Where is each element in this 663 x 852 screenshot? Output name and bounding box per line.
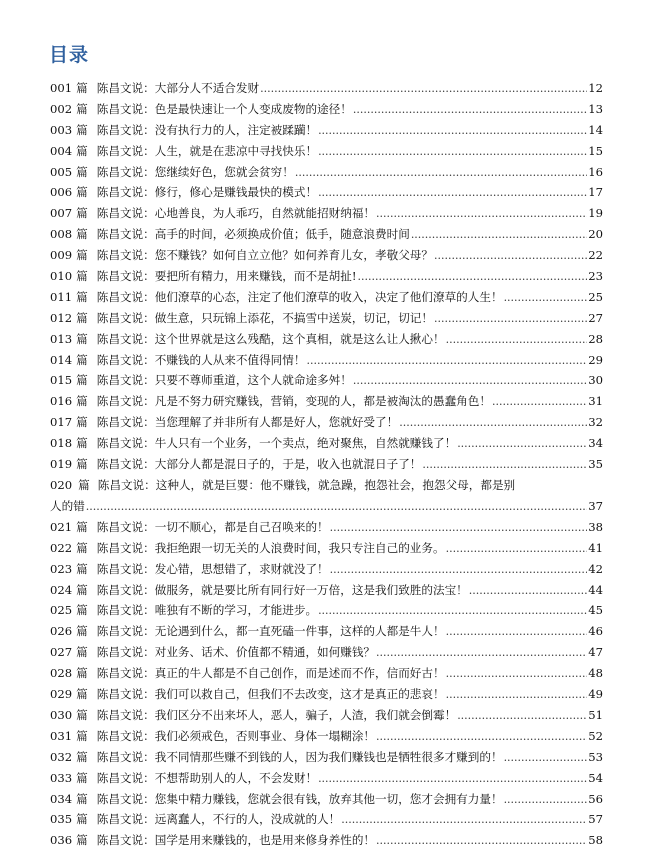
entry-page-number: 44: [588, 582, 603, 597]
entry-page-number: 23: [588, 269, 603, 284]
entry-author: 陈昌文说：: [96, 269, 155, 284]
entry-author: 陈昌文说：: [96, 227, 155, 242]
dot-leader: [504, 747, 588, 769]
entry-title: 要把所有精力，用来赚钱，而不是胡扯!: [154, 269, 357, 284]
toc-entry[interactable]: [50, 433, 603, 454]
toc-entry[interactable]: [50, 768, 603, 789]
entry-number: 016: [50, 394, 73, 409]
entry-pian: 篇: [76, 540, 88, 555]
entry-title: 做服务，就是要比所有同行好一万倍，这是我们致胜的法宝！: [154, 582, 468, 597]
toc-entry-line2: [50, 496, 603, 517]
entry-page-number: 27: [588, 310, 603, 325]
entry-title: 大部分人都是混日子的，于是，收入也就混日子了！: [154, 457, 422, 472]
entry-pian: 篇: [76, 248, 88, 263]
entry-text: [50, 621, 445, 642]
entry-pian: 篇: [76, 645, 88, 660]
dot-leader: [358, 266, 588, 288]
entry-title: 色是最快速让一个人变成废物的途径！: [154, 101, 352, 116]
entry-number: 027: [50, 645, 73, 660]
toc-entry[interactable]: [50, 747, 603, 768]
entry-text: [50, 329, 445, 350]
entry-author: 陈昌文说：: [96, 81, 155, 95]
entry-title: 他们潦草的心态，注定了他们潦草的收入，决定了他们潦草的人生！: [154, 289, 503, 304]
entry-pian: 篇: [76, 812, 88, 827]
entry-text: [50, 266, 357, 287]
entry-text: [50, 287, 503, 308]
entry-page-number: 13: [588, 101, 603, 116]
entry-pian: 篇: [76, 227, 88, 242]
entry-pian: 篇: [76, 833, 88, 848]
entry-title: 我们区分不出来坏人，恶人，骗子，人渣，我们就会倒霉！: [154, 707, 457, 722]
entry-page-number: 53: [588, 749, 603, 764]
entry-number: 009: [50, 248, 73, 263]
toc-entry[interactable]: [50, 245, 603, 266]
entry-text: [50, 245, 433, 266]
entry-number: 020: [50, 477, 73, 492]
entry-page-number: 42: [588, 561, 603, 576]
entry-pian: 篇: [76, 603, 88, 618]
dot-leader: [330, 559, 588, 581]
dot-leader: [457, 705, 587, 727]
toc-entry[interactable]: [50, 266, 603, 287]
entry-number: 022: [50, 540, 73, 555]
entry-author: 陈昌文说：: [97, 477, 156, 492]
entry-pian: 篇: [76, 394, 88, 409]
dot-leader: [318, 182, 587, 204]
entry-text: [50, 412, 398, 433]
entry-title: 当您理解了并非所有人都是好人，您就好受了！: [154, 415, 399, 430]
toc-entry[interactable]: [50, 642, 603, 663]
entry-page-number: 38: [588, 519, 603, 534]
toc-entry[interactable]: [50, 78, 603, 99]
entry-pian: 篇: [76, 415, 88, 430]
entry-text: [50, 433, 456, 454]
entry-title: 一切不顺心，都是自己召唤来的！: [154, 519, 329, 534]
entry-author: 陈昌文说：: [96, 415, 155, 430]
entry-number: 013: [50, 331, 73, 346]
entry-author: 陈昌文说：: [96, 624, 155, 639]
entry-author: 陈昌文说：: [96, 561, 155, 576]
entry-pian: 篇: [76, 81, 88, 95]
toc-entry[interactable]: [50, 726, 603, 747]
entry-pian: 篇: [76, 582, 88, 597]
entry-text: [50, 768, 317, 789]
entry-number: 012: [50, 310, 73, 325]
toc-entry[interactable]: [50, 287, 603, 308]
toc-entry[interactable]: [50, 517, 603, 538]
entry-author: 陈昌文说：: [96, 833, 155, 848]
entry-author: 陈昌文说：: [96, 666, 155, 681]
entry-page-number: 56: [588, 791, 603, 806]
entry-text: [50, 141, 317, 162]
entry-text: [50, 830, 375, 851]
entry-text: [50, 809, 340, 830]
entry-page-number: 25: [588, 289, 603, 304]
entry-page-number: 22: [588, 248, 603, 263]
entry-text: [50, 454, 421, 475]
entry-title: 牛人只有一个业务，一个卖点，绝对聚焦，自然就赚钱了！: [154, 436, 457, 451]
toc-entry[interactable]: [50, 370, 603, 391]
entry-page-number: 17: [588, 185, 603, 200]
toc-entry[interactable]: [50, 475, 603, 517]
dot-leader: [376, 642, 587, 664]
entry-page-number: 34: [588, 436, 603, 451]
entry-number: 024: [50, 582, 73, 597]
dot-leader: [504, 287, 588, 309]
dot-leader: [330, 517, 588, 539]
entry-pian: 篇: [76, 791, 88, 806]
entry-page-number: 29: [588, 352, 603, 367]
entry-number: 031: [50, 728, 73, 743]
entry-number: 006: [50, 185, 73, 200]
entry-title: 这种人，就是巨婴：他不赚钱，就急躁，抱怨社会，抱怨父母，都是别: [155, 477, 516, 492]
toc-entry[interactable]: [50, 141, 603, 162]
entry-title: 高手的时间，必须换成价值；低手，随意浪费时间: [154, 227, 410, 242]
entry-page-number: 41: [588, 540, 603, 555]
entry-number: 008: [50, 227, 73, 242]
entry-text: [50, 162, 294, 183]
entry-title: 我拒绝跟一切无关的人浪费时间，我只专注自己的业务。: [154, 540, 445, 555]
entry-pian: 篇: [76, 122, 88, 137]
entry-text: [50, 580, 468, 601]
entry-author: 陈昌文说：: [96, 687, 155, 702]
dot-leader: [318, 600, 587, 622]
entry-text: [50, 726, 375, 747]
entry-page-number: 31: [588, 394, 603, 409]
entry-author: 陈昌文说：: [96, 143, 155, 158]
entry-title: 唯独有不断的学习，才能进步。: [154, 603, 318, 618]
entry-text: [50, 538, 445, 559]
toc-entry[interactable]: [50, 120, 603, 141]
dot-leader: [434, 308, 587, 330]
entry-title: 只要不尊师重道，这个人就命途多舛！: [154, 373, 352, 388]
entry-number: 005: [50, 164, 73, 179]
entry-number: 007: [50, 206, 73, 221]
entry-number: 004: [50, 143, 73, 158]
entry-pian: 篇: [76, 206, 88, 221]
entry-author: 陈昌文说：: [96, 749, 155, 764]
toc-entry[interactable]: [50, 203, 603, 224]
toc-entry-line1: [50, 475, 603, 496]
entry-number: 035: [50, 812, 73, 827]
toc-entry[interactable]: [50, 162, 603, 183]
entry-author: 陈昌文说：: [96, 770, 155, 785]
entry-page-number: 19: [588, 206, 603, 221]
entry-pian: 篇: [76, 269, 88, 284]
toc-entry[interactable]: [50, 621, 603, 642]
entry-title: 您集中精力赚钱，您就会很有钱，放弃其他一切，您才会拥有力量！: [154, 791, 503, 806]
entry-pian: 篇: [76, 310, 88, 325]
dot-leader: [353, 99, 587, 121]
dot-leader: [399, 412, 587, 434]
dot-leader: [504, 789, 588, 811]
entry-page-number: 35: [588, 457, 603, 472]
entry-page-number: 58: [588, 833, 603, 848]
entry-pian: 篇: [76, 624, 88, 639]
entry-title: 不想帮助别人的人，不会发财！: [154, 770, 318, 785]
page-title: 目录: [49, 44, 90, 66]
toc-entry[interactable]: [50, 350, 603, 371]
entry-title: 我们必须戒色，否则事业、身体一塌糊涂！: [154, 728, 376, 743]
entry-number: 019: [50, 457, 73, 472]
toc-entry[interactable]: [50, 454, 603, 475]
entry-pian: 篇: [78, 477, 90, 492]
entry-page-number: 48: [588, 666, 603, 681]
entry-author: 陈昌文说：: [96, 791, 155, 806]
entry-title: 发心错，思想错了，求财就没了！: [154, 561, 329, 576]
entry-author: 陈昌文说：: [96, 331, 155, 346]
table-of-contents: [50, 78, 603, 851]
toc-entry[interactable]: [50, 705, 603, 726]
entry-author: 陈昌文说：: [96, 310, 155, 325]
entry-text: [50, 642, 375, 663]
entry-author: 陈昌文说：: [96, 101, 155, 116]
entry-title: 我们可以救自己，但我们不去改变，这才是真正的悲哀！: [154, 687, 445, 702]
entry-pian: 篇: [76, 436, 88, 451]
entry-pian: 篇: [76, 352, 88, 367]
dot-leader: [376, 726, 587, 748]
entry-author: 陈昌文说：: [96, 122, 155, 137]
dot-leader: [295, 162, 587, 184]
dot-leader: [318, 768, 587, 790]
entry-author: 陈昌文说：: [96, 645, 155, 660]
entry-title-continued: 人的错: [50, 498, 85, 513]
entry-title: 国学是用来赚钱的，也是用来修身养性的！: [154, 833, 376, 848]
entry-number: 029: [50, 687, 73, 702]
entry-title: 这个世界就是这么残酷，这个真相，就是这么让人揪心！: [154, 331, 445, 346]
toc-entry[interactable]: [50, 224, 603, 245]
entry-number: 033: [50, 770, 73, 785]
entry-pian: 篇: [76, 728, 88, 743]
entry-title: 对业务、话术、价值都不精通，如何赚钱？: [154, 645, 376, 660]
dot-leader: [353, 370, 587, 392]
entry-author: 陈昌文说：: [96, 457, 155, 472]
entry-text: [50, 224, 410, 245]
entry-title: 大部分人不适合发财: [154, 81, 260, 95]
entry-text: [50, 705, 456, 726]
entry-text: [50, 350, 305, 371]
entry-author: 陈昌文说：: [96, 185, 155, 200]
entry-page-number: 46: [588, 624, 603, 639]
entry-number: 032: [50, 749, 73, 764]
entry-text: [50, 182, 317, 203]
entry-pian: 篇: [76, 519, 88, 534]
entry-number: 011: [50, 289, 73, 304]
entry-pian: 篇: [76, 666, 88, 681]
entry-number: 023: [50, 561, 73, 576]
toc-entry[interactable]: [50, 559, 603, 580]
entry-author: 陈昌文说：: [96, 289, 155, 304]
entry-pian: 篇: [76, 749, 88, 764]
entry-page-number: 54: [588, 770, 603, 785]
entry-page-number: 30: [588, 373, 603, 388]
entry-pian: 篇: [76, 707, 88, 722]
entry-pian: 篇: [76, 457, 88, 472]
entry-page-number: 20: [588, 227, 603, 242]
entry-text: [50, 203, 375, 224]
entry-author: 陈昌文说：: [96, 206, 155, 221]
dot-leader: [492, 391, 587, 413]
entry-pian: 篇: [76, 289, 88, 304]
entry-title: 没有执行力的人，注定被蹂躏！: [154, 122, 318, 137]
toc-entry[interactable]: [50, 99, 603, 120]
entry-number: 026: [50, 624, 73, 639]
entry-page-number: 16: [588, 164, 603, 179]
entry-number: 015: [50, 373, 73, 388]
entry-number: 017: [50, 415, 73, 430]
entry-number: 028: [50, 666, 73, 681]
dot-leader: [318, 141, 587, 163]
entry-pian: 篇: [76, 101, 88, 116]
entry-title: 真正的牛人都是不自己创作，而是述而不作，信而好古！: [154, 666, 445, 681]
entry-page-number: 12: [588, 81, 603, 95]
dot-leader: [446, 538, 588, 560]
entry-number: 010: [50, 269, 73, 284]
entry-title: 无论遇到什么，都一直死磕一件事，这样的人都是牛人！: [154, 624, 445, 639]
entry-author: 陈昌文说：: [96, 164, 155, 179]
dot-leader: [446, 621, 588, 643]
entry-page-number: 14: [588, 122, 603, 137]
entry-number: 025: [50, 603, 73, 618]
entry-page-number: 37: [588, 498, 603, 513]
entry-text: [50, 370, 352, 391]
toc-entry[interactable]: [50, 580, 603, 601]
toc-entry[interactable]: [50, 789, 603, 810]
entry-author: 陈昌文说：: [96, 728, 155, 743]
entry-page-number: 49: [588, 687, 603, 702]
entry-page-number: 47: [588, 645, 603, 660]
entry-pian: 篇: [76, 373, 88, 388]
dot-leader: [411, 224, 587, 246]
entry-text: [50, 789, 503, 810]
entry-number: 014: [50, 352, 73, 367]
dot-leader: [86, 496, 587, 517]
dot-leader: [306, 350, 587, 372]
entry-author: 陈昌文说：: [96, 519, 155, 534]
entry-title: 不赚钱的人从来不值得同情！: [154, 352, 306, 367]
entry-author: 陈昌文说：: [96, 394, 155, 409]
entry-page-number: 45: [588, 603, 603, 618]
entry-pian: 篇: [76, 561, 88, 576]
entry-title: 做生意，只玩锦上添花，不搞雪中送炭，切记，切记！: [154, 310, 433, 325]
entry-text: [50, 747, 503, 768]
entry-number: 018: [50, 436, 73, 451]
entry-pian: 篇: [76, 770, 88, 785]
toc-entry[interactable]: [50, 412, 603, 433]
entry-title: 人生，就是在悲凉中寻找快乐！: [154, 143, 318, 158]
entry-author: 陈昌文说：: [96, 436, 155, 451]
dot-leader: [457, 433, 587, 455]
entry-pian: 篇: [76, 185, 88, 200]
entry-title: 我不同情那些赚不到钱的人，因为我们赚钱也是牺牲很多才赚到的！: [154, 749, 503, 764]
toc-entry[interactable]: [50, 809, 603, 830]
toc-entry[interactable]: [50, 830, 603, 851]
dot-leader: [422, 454, 587, 476]
entry-pian: 篇: [76, 143, 88, 158]
entry-number: 021: [50, 519, 73, 534]
dot-leader: [469, 580, 587, 602]
dot-leader: [318, 120, 587, 142]
toc-entry[interactable]: [50, 391, 603, 412]
entry-number: 002: [50, 101, 73, 116]
toc-entry[interactable]: [50, 538, 603, 559]
toc-entry[interactable]: [50, 663, 603, 684]
entry-number: 036: [50, 833, 73, 848]
toc-entry[interactable]: [50, 684, 603, 705]
entry-page-number: 28: [588, 331, 603, 346]
entry-title: 您继续好色，您就会贫穷！: [154, 164, 294, 179]
dot-leader: [446, 684, 588, 706]
toc-entry[interactable]: [50, 308, 603, 329]
entry-author: 陈昌文说：: [96, 352, 155, 367]
entry-title: 修行，修心是赚钱最快的模式！: [154, 185, 318, 200]
entry-text: [50, 391, 491, 412]
entry-author: 陈昌文说：: [96, 373, 155, 388]
entry-text: [50, 120, 317, 141]
entry-number: 030: [50, 707, 73, 722]
entry-pian: 篇: [76, 331, 88, 346]
entry-text: [50, 684, 445, 705]
entry-page-number: 32: [588, 415, 603, 430]
entry-page-number: 57: [588, 812, 603, 827]
entry-text: [50, 559, 329, 580]
dot-leader: [434, 245, 587, 267]
entry-author: 陈昌文说：: [96, 540, 155, 555]
entry-text: [50, 600, 317, 621]
entry-page-number: 52: [588, 728, 603, 743]
entry-title: 远离蠢人，不行的人，没成就的人！: [154, 812, 341, 827]
dot-leader: [341, 809, 587, 831]
entry-pian: 篇: [76, 164, 88, 179]
entry-text: [50, 517, 329, 538]
entry-title: 心地善良，为人乖巧，自然就能招财纳福！: [154, 206, 376, 221]
entry-page-number: 51: [588, 707, 603, 722]
entry-number: 034: [50, 791, 73, 806]
entry-number: 001: [50, 81, 73, 95]
entry-text: [50, 78, 259, 99]
entry-page-number: 15: [588, 143, 603, 158]
toc-entry[interactable]: [50, 329, 603, 350]
dot-leader: [446, 663, 588, 685]
entry-author: 陈昌文说：: [96, 248, 155, 263]
entry-author: 陈昌文说：: [96, 812, 155, 827]
dot-leader: [376, 203, 587, 225]
entry-author: 陈昌文说：: [96, 582, 155, 597]
entry-title: 凡是不努力研究赚钱，营销，变现的人，都是被淘汰的愚蠢角色！: [154, 394, 491, 409]
entry-text: [50, 663, 445, 684]
entry-author: 陈昌文说：: [96, 603, 155, 618]
entry-text: [50, 308, 433, 329]
toc-entry[interactable]: [50, 600, 603, 621]
dot-leader: [446, 329, 588, 351]
dot-leader: [260, 78, 587, 100]
entry-number: 003: [50, 122, 73, 137]
toc-entry[interactable]: [50, 182, 603, 203]
entry-pian: 篇: [76, 687, 88, 702]
entry-author: 陈昌文说：: [96, 707, 155, 722]
entry-text: [50, 99, 352, 120]
entry-title: 您不赚钱？如何自立立他？如何养育儿女，孝敬父母？: [154, 248, 433, 263]
